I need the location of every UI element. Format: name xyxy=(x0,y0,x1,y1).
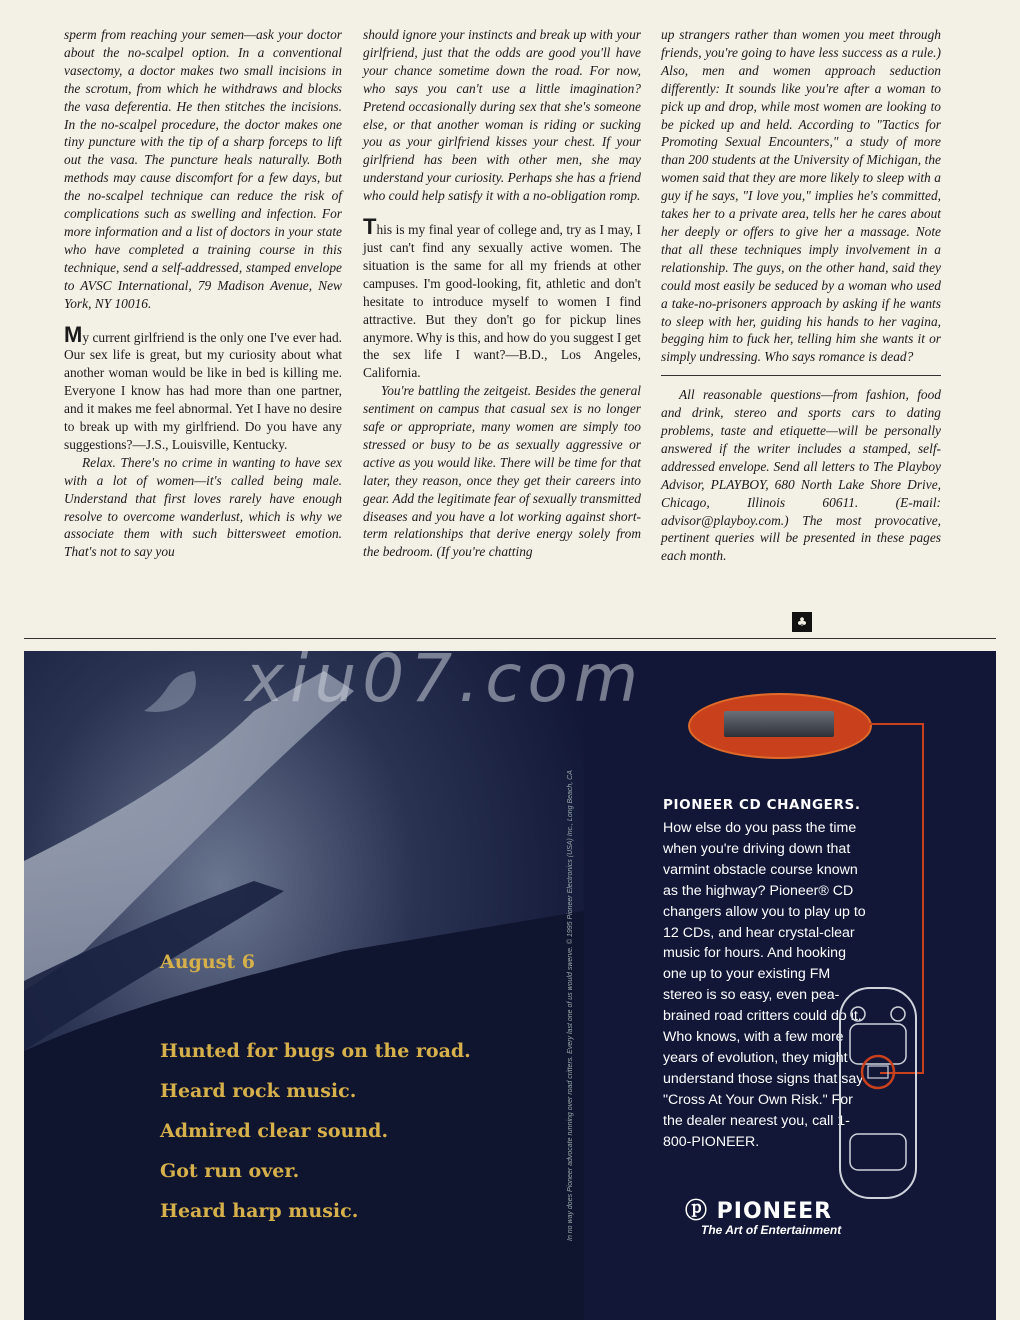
column-footer-note: All reasonable questions—from fashion, food and drink, stereo and sports cars to dating problems, taste and etiquette—will be personally answered if the writer includes a stamped, self-addressed envelope. Send all letters to The Playboy Advisor, PLAYBOY, 680 North Lake Shore Drive, Chicago, Illinois 60611. (E-mail: advisor@playboy.com.) The most provocative, pertinent queries will be presented in these pages each month. xyxy=(661,387,941,564)
question-text: This is my final year of college and, try as I may, I just can't find any sexually active women. The situation is the same for all my friends at other campuses. I'm good-looking, fit, athletic and don't hesitate to introduce myself to women I find attractive. But they don't go for pickup lines anymore. Why is this, and how do you suggest I get the sex life I want?—B.D., Los Angeles, California. xyxy=(363,214,641,381)
ad-tagline-5: Heard harp music. xyxy=(160,1200,359,1222)
callout-line xyxy=(868,723,924,725)
ad-tagline-4: Got run over. xyxy=(160,1160,300,1182)
pioneer-emblem-icon: ⓟ xyxy=(685,1199,717,1224)
answer-text: Relax. There's no crime in wanting to have sex with a lot of women—it's called being male. Understand that first loves rarely have enough resolve to overcome wanderlust, which is why we associate them with such bittersweet emotion. That's not to say you xyxy=(64,454,342,560)
article-column-2 xyxy=(363,26,641,561)
answer-text: should ignore your instincts and break up with your girlfriend, just that the odds are good you'll have your chance sometime down the road. For now, who says you can't use a little imagination? Pretend occasionally during sex that she's someone else, or that another woman is riding or sucking you as your girlfriend kisses your chest. If your girlfriend has been with other men, she may understand your curiosity. Perhaps she has a friend who could help satisfy it with a no-obligation romp. xyxy=(363,27,641,204)
pioneer-advertisement xyxy=(24,651,996,1320)
ad-body-copy: How else do you pass the time when you're driving down that varmint obstacle course known as the highway? Pioneer® CD changers allow you to play up to 12 CDs, and hear crystal-clear music for hours. And hooking one up to your existing FM stereo is so easy, even pea-brained road critters could do it. Who knows, with a few more years of evolution, they might understand those signs that say "Cross At Your Own Risk." For the dealer nearest you, call 1-800-PIONEER. xyxy=(663,820,866,1150)
drop-cap: T xyxy=(363,214,377,240)
ad-tagline-3: Admired clear sound. xyxy=(160,1120,389,1142)
divider xyxy=(661,375,941,376)
answer-text: up strangers rather than women you meet through friends, you're going to have less success as a rule.) Also, men and women approach seduction differently: It sounds like you're after a woman to pick up and drop, while most women are looking to be picked up and held. According to "Tactics for Promoting Sexual Encounters," a study of more than 200 students at the University of Michigan, the women said that they are more likely to sleep with a guy if he says, "I love you," implies he's committed, takes her to a private area, tells her he cares about her deeply or offers to give her a massage. Note that all these techniques imply involvement in a relationship. The guys, on the other hand, said they could most easily be seduced by a woman who used a take-no-prisoners approach by asking if he wants to sleep with her, guiding his hands to her vagina, begging him to fuck her, telling him she wants it or simply undressing. Who says romance is dead? xyxy=(661,27,941,365)
cd-changer-icon xyxy=(724,711,834,737)
drop-cap: M xyxy=(64,321,83,347)
ad-tagline-1: Hunted for bugs on the road. xyxy=(160,1040,471,1062)
ad-legal-text: In no way does Pioneer advocate running over road critters. Every last one of us would swerve. © 1995 Pioneer Electronics (USA) Inc., Long Beach, CA xyxy=(567,770,574,1241)
car-diagram-icon xyxy=(832,984,924,1202)
article-column-3 xyxy=(661,26,941,565)
brand-tagline: The Art of Entertainment xyxy=(701,1223,842,1237)
watermark: xiu07.com xyxy=(245,640,645,717)
divider xyxy=(24,638,996,639)
ad-date-heading: August 6 xyxy=(160,951,255,973)
answer-text: You're battling the zeitgeist. Besides the general sentiment on campus that casual sex is no longer safe or appropriate, many women are simply too stressed or busy to be as sexually aggressive or active as you would like. There will be time for that later, they reason, once they get their careers into gear. Add the legitimate fear of sexually transmitted diseases and you have a lot working against short-term relationships that derive energy solely from the bedroom. (If you're chatting xyxy=(363,383,641,560)
pioneer-logo: ⓟ PIONEER xyxy=(685,1199,833,1224)
ad-tagline-2: Heard rock music. xyxy=(160,1080,357,1102)
question-text: My current girlfriend is the only one I've ever had. Our sex life is great, but my curiosity about what another woman would be like in bed is killing me. Everyone I know has had more than one partner, and it makes me feel abnormal. Yet I have no desire to break up with my girlfriend. Do you have any suggestions?—J.S., Louisville, Kentucky. xyxy=(64,321,342,452)
ad-product-title: PIONEER CD CHANGERS. xyxy=(663,797,861,813)
answer-text: sperm from reaching your semen—ask your doctor about the no-scalpel option. In a conventional vasectomy, a doctor makes two small incisions in the scrotum, from which he withdraws and blocks the vasa deferentia. He then stitches the incisions. In the no-scalpel procedure, the doctor makes one tiny puncture with the tip of a sharp forceps to lift out the vasa. The puncture heals naturally. Both methods may cause discomfort for a few days, but the no-scalpel technique can reduce the risk of complications such as swelling and infection. For more information and a list of doctors in your state who have completed a training course in this technique, send a self-addressed, stamped envelope to AVSC International, 79 Madison Avenue, New York, NY 10016. xyxy=(64,27,342,311)
playboy-bunny-icon: ♣ xyxy=(792,612,812,632)
article-column-1 xyxy=(64,26,342,561)
